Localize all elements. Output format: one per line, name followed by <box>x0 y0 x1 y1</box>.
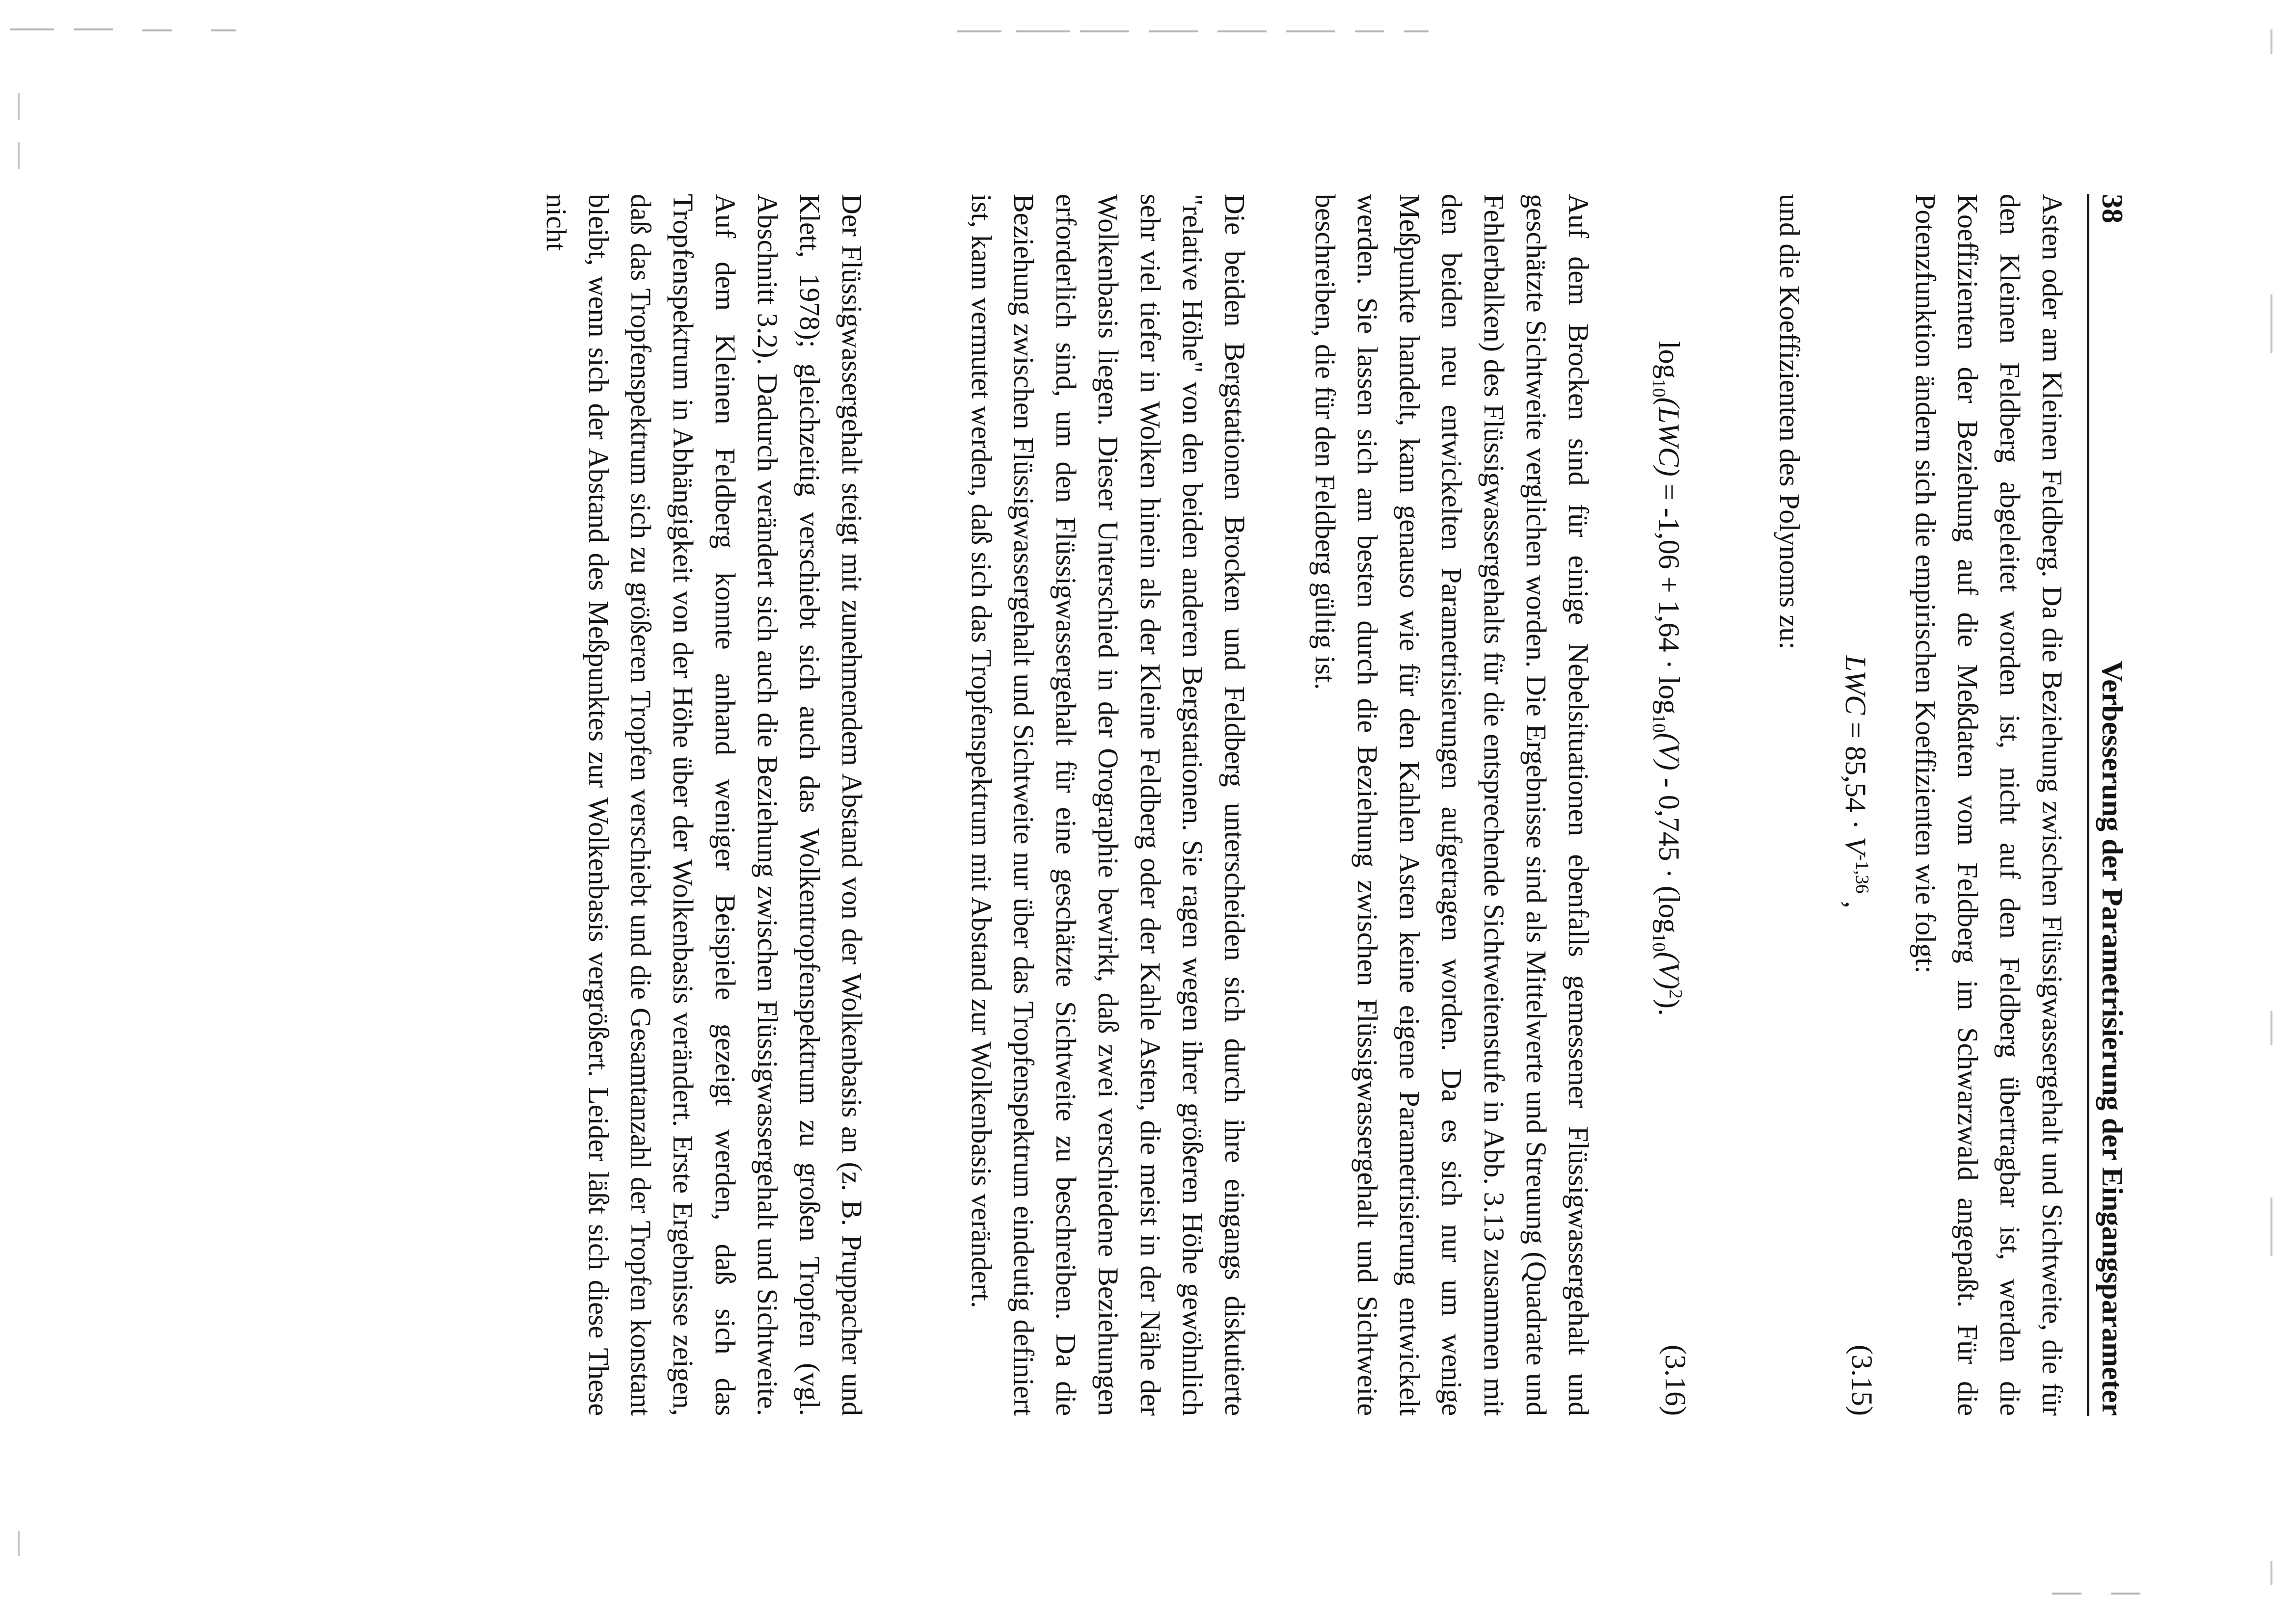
scan-edge-mark <box>74 28 113 30</box>
equation-3-16 <box>1648 194 1702 1416</box>
scan-edge-mark <box>1080 30 1129 32</box>
scan-edge-mark <box>18 1531 20 1556</box>
scan-edge-mark <box>957 30 1001 32</box>
equation-3-16-formula: $\log_{10}(LWC) = -1,06 + 1,64 \cdot \log_{10}(V) - 0,745 \cdot (\log_{10}(V)^2)$. <box>1648 341 1686 1016</box>
scan-edge-mark <box>1286 30 1335 32</box>
scan-edge-mark <box>2270 294 2272 353</box>
scan-edge-mark <box>2111 1593 2140 1595</box>
scan-edge-mark <box>1016 30 1070 32</box>
scan-edge-mark <box>1217 30 1267 32</box>
scan-edge-mark <box>211 29 236 31</box>
running-header <box>2087 194 2130 1416</box>
scan-edge-mark <box>2052 1593 2081 1595</box>
scan-edge-mark <box>2270 29 2272 54</box>
scan-edge-mark <box>142 29 172 31</box>
scan-edge-mark <box>18 93 20 120</box>
paragraph-bergstationen: Die beiden Bergstationen Brocken und Feldberg unterscheiden sich durch ihre eingangs diskutierte "relative Höhe" von den beiden anderen Bergstationen. Sie ragen wegen ihrer größeren Höhe gewöhnlich sehr viel tiefer in Wolken hinein als der Kleine Feldberg oder der Kahle Asten, die meist in der Nähe der Wolkenbasis liegen. Dieser Unterschied in der Orographie bewirkt, daß zwei verschiedene Beziehungen erforderlich sind, um den Flüssigwassergehalt für eine geschätzte Sichtweite zu beschreiben. Da die Beziehung zwischen Flüssigwassergehalt und Sichtweite nur über das Tropfenspektrum eindeutig definiert ist, kann vermutet werden, daß sich das Tropfenspektrum mit Abstand zur Wolkenbasis verändert. <box>966 194 1251 1416</box>
page-number: 38 <box>2096 194 2129 223</box>
equation-number: (3.16) <box>1659 1345 1692 1416</box>
paragraph-polynom-intro: und die Koeffizienten des Polynoms zu: <box>1774 194 1806 650</box>
scan-edge-mark <box>2270 1561 2272 1585</box>
paragraph-brocken: Auf dem Brocken sind für einige Nebelsituationen ebenfalls gemessener Flüssigwassergehalt und geschätzte Sichtweite verglichen worden. Die Ergebnisse sind als Mittelwerte und Streuung (Quadrate und Fehlerbalken) des Flüssigwassergehalts für die entsprechende Sichtweitenstufe in Abb. 3.13 zusammen mit den beiden neu entwickelten Parametrisierungen aufgetragen worden. Da es sich nur um wenige Meßpunkte handelt, kann genauso wie für den Kahlen Asten keine eigene Parametrisierung entwickelt werden. Sie lassen sich am besten durch die Beziehung zwischen Flüssigwassergehalt und Sichtweite beschreiben, die für den Feldberg gültig ist. <box>1309 194 1594 1416</box>
scan-edge-mark <box>1149 30 1198 32</box>
paragraph-fluessigwasser: Der Flüssigwassergehalt steigt mit zunehmendem Abstand von der Wolkenbasis an (z. B. Pruppacher und Klett, 1978); gleichzeitig verschiebt sich auch das Wolkentropfenspektrum zu großen Tropfen (vgl. Abschnitt 3.2). Dadurch verändert sich auch die Beziehung zwischen Flüssigwassergehalt und Sichtweite. Auf dem Kleinen Feldberg konnte anhand weniger Beispiele gezeigt werden, daß sich das Tropfenspektrum in Abhängigkeit von der Höhe über der Wolkenbasis verändert. Erste Ergebnisse zeigen, daß das Tropfenspektrum sich zu größeren Tropfen verschiebt und die Gesamtanzahl der Tropfen konstant bleibt, wenn sich der Abstand des Meßpunktes zur Wolkenbasis vergrößert. Leider läßt sich diese These nicht <box>540 194 868 1416</box>
scan-edge-mark <box>1404 30 1429 32</box>
scan-edge-mark <box>10 28 54 30</box>
scan-edge-mark <box>2270 1011 2272 1045</box>
scan-edge-mark <box>2270 1197 2272 1256</box>
scan-edge-mark <box>18 142 20 169</box>
running-title: Verbesserung der Parametrisierung der Eingangsparameter <box>2096 661 2129 1416</box>
equation-3-15 <box>1835 194 1889 1416</box>
paragraph-feldberg-intro: Asten oder am Kleinen Feldberg. Da die Beziehung zwischen Flüssigwassergehalt und Sichtweite, die für den Kleinen Feldberg abgeleitet worden ist, nicht auf den Feldberg übertragbar ist, werden die Koeffizienten der Beziehung auf die Meßdaten vom Feldberg im Schwarzwald angepaßt. Für die Potenzfunktion ändern sich die empirischen Koeffizienten wie folgt: <box>1910 194 2068 1416</box>
equation-number: (3.15) <box>1846 1345 1878 1416</box>
scan-edge-mark <box>1355 30 1384 32</box>
equation-3-15-formula: LWC = $85,54 \cdot V^{-1,36}$ , <box>1839 655 1872 908</box>
page-content <box>171 194 2130 1416</box>
